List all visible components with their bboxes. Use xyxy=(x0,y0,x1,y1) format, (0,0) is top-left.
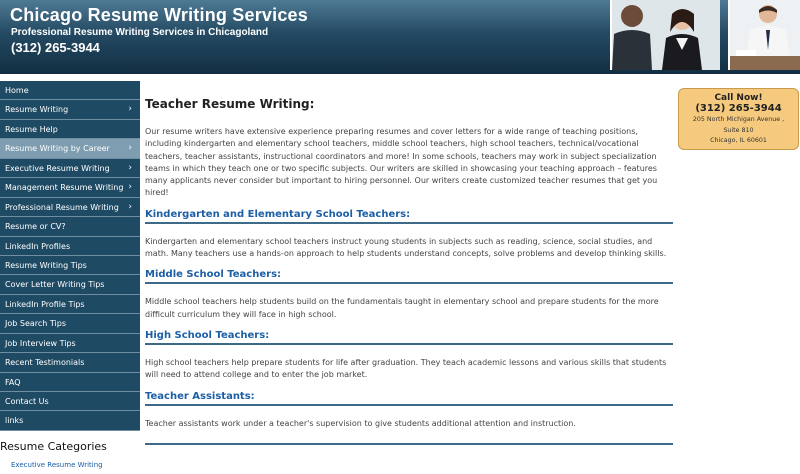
section-title-teacher-assistants: Teacher Assistants: xyxy=(145,391,673,406)
call-now-label: Call Now! xyxy=(714,93,763,103)
man-at-desk-illustration xyxy=(730,0,800,70)
chevron-right-icon: › xyxy=(128,104,132,115)
sidebar-item-label: Home xyxy=(5,86,29,95)
sidebar-item-label: LinkedIn Profile Tips xyxy=(5,299,85,309)
section-body-high-school: High school teachers help prepare students for life after graduation. They teach academic lessons and various skills that students will need to attend college and to enter the job market. xyxy=(145,357,667,380)
intro-paragraph: Our resume writers have extensive experience preparing resumes and cover letters for a wide range of teaching positions, including kindergarten and elementary school teachers, middle school teachers, high school teachers, technical/vocational teachers, teacher assistants, instructional coordinators and more! In some schools, teachers may work in subject specialization teams in which they teach one or two specific subjects. Our writers are skilled in showcasing your teaching approach – features many applicants never consider but important to hiring personnel. Our writers create customized teacher resumes that get you hired! xyxy=(145,127,658,198)
sidebar-item-label: Resume Writing by Career xyxy=(5,144,110,154)
sidebar-item-faq[interactable] xyxy=(0,373,140,392)
sidebar-item-resume-or-cv[interactable] xyxy=(0,217,140,236)
page-title: Teacher Resume Writing: xyxy=(145,97,315,111)
sidebar-item-label: Management Resume Writing xyxy=(5,183,124,193)
sidebar-item-management-resume-writing[interactable] xyxy=(0,178,140,197)
sidebar-item-label: Resume Writing Tips xyxy=(5,260,87,270)
section-title-kindergarten: Kindergarten and Elementary School Teachers: xyxy=(145,209,673,224)
sidebar-item-contact-us[interactable] xyxy=(0,392,140,411)
address-line-suite: Suite 810 xyxy=(723,126,754,134)
sidebar-item-resume-writing[interactable] xyxy=(0,100,140,119)
site-header xyxy=(0,0,800,74)
chevron-right-icon: › xyxy=(128,182,132,193)
chevron-right-icon: › xyxy=(128,201,132,212)
sidebar-item-label: Executive Resume Writing xyxy=(5,163,110,173)
sidebar-item-cover-letter-writing-tips[interactable] xyxy=(0,275,140,294)
header-phone[interactable]: (312) 265-3944 xyxy=(11,40,100,55)
sidebar-item-recent-testimonials[interactable] xyxy=(0,353,140,372)
address-line-street: 205 North Michigan Avenue , xyxy=(692,116,785,123)
site-tagline: Professional Resume Writing Services in Chicagoland xyxy=(11,27,269,38)
section-divider xyxy=(145,443,673,445)
business-people-illustration xyxy=(612,0,720,70)
sidebar-item-links[interactable] xyxy=(0,411,140,430)
section-title-high-school: High School Teachers: xyxy=(145,330,673,345)
sidebar-item-professional-resume-writing[interactable] xyxy=(0,198,140,217)
header-photo-man-at-desk xyxy=(728,0,800,70)
chevron-right-icon: › xyxy=(128,162,132,173)
address-line-city: Chicago, IL 60601 xyxy=(710,137,767,144)
main-content xyxy=(145,97,673,445)
site-title[interactable]: Chicago Resume Writing Services xyxy=(10,5,308,25)
header-photo-business-people xyxy=(610,0,720,70)
sidebar-nav xyxy=(0,81,140,431)
sidebar-item-label: links xyxy=(5,416,24,426)
sidebar-item-linkedin-profiles[interactable] xyxy=(0,237,140,256)
sidebar-item-label: Job Interview Tips xyxy=(5,338,76,348)
address-block xyxy=(679,115,798,147)
call-now-box xyxy=(678,88,799,150)
sidebar-item-label: Resume Help xyxy=(5,124,58,134)
sidebar-item-resume-help[interactable] xyxy=(0,120,140,139)
sidebar-item-label: Professional Resume Writing xyxy=(5,202,119,212)
sidebar-item-label: Resume Writing xyxy=(5,105,69,115)
sidebar-item-label: Resume or CV? xyxy=(5,222,66,232)
sidebar-item-home[interactable] xyxy=(0,81,140,100)
sidebar-item-resume-writing-tips[interactable] xyxy=(0,256,140,275)
sidebar-item-job-search-tips[interactable] xyxy=(0,314,140,333)
sidebar-item-label: FAQ xyxy=(5,377,21,387)
sidebar-item-label: Contact Us xyxy=(5,397,49,406)
chevron-right-icon: › xyxy=(128,143,132,154)
section-title-middle-school: Middle School Teachers: xyxy=(145,269,673,284)
section-body-kindergarten: Kindergarten and elementary school teachers instruct young students in subjects such as reading, science, social studies, and math. Many teachers use a hands-on approach to help students understand concepts, solve problems and develop thinking skills. xyxy=(145,236,667,259)
sidebar-item-job-interview-tips[interactable] xyxy=(0,334,140,353)
sidebar-item-linkedin-profile-tips[interactable] xyxy=(0,295,140,314)
sidebar-item-label: Recent Testimonials xyxy=(5,358,85,368)
sidebar-item-label: LinkedIn Profiles xyxy=(5,241,71,251)
sidebar-item-executive-resume-writing[interactable] xyxy=(0,159,140,178)
category-link-executive[interactable]: Executive Resume Writing xyxy=(11,461,103,469)
call-now-phone[interactable]: (312) 265-3944 xyxy=(695,103,782,114)
sidebar-item-resume-writing-by-career[interactable] xyxy=(0,139,140,158)
sidebar-item-label: Job Search Tips xyxy=(5,319,67,329)
section-body-teacher-assistants: Teacher assistants work under a teacher's supervision to give students additional attention and instruction. xyxy=(145,418,576,428)
categories-heading: Resume Categories xyxy=(0,440,107,453)
sidebar-item-label: Cover Letter Writing Tips xyxy=(5,280,105,290)
section-body-middle-school: Middle school teachers help students build on the fundamentals taught in elementary school and prepare students for the more difficult curriculum they will face in high school. xyxy=(145,297,659,319)
